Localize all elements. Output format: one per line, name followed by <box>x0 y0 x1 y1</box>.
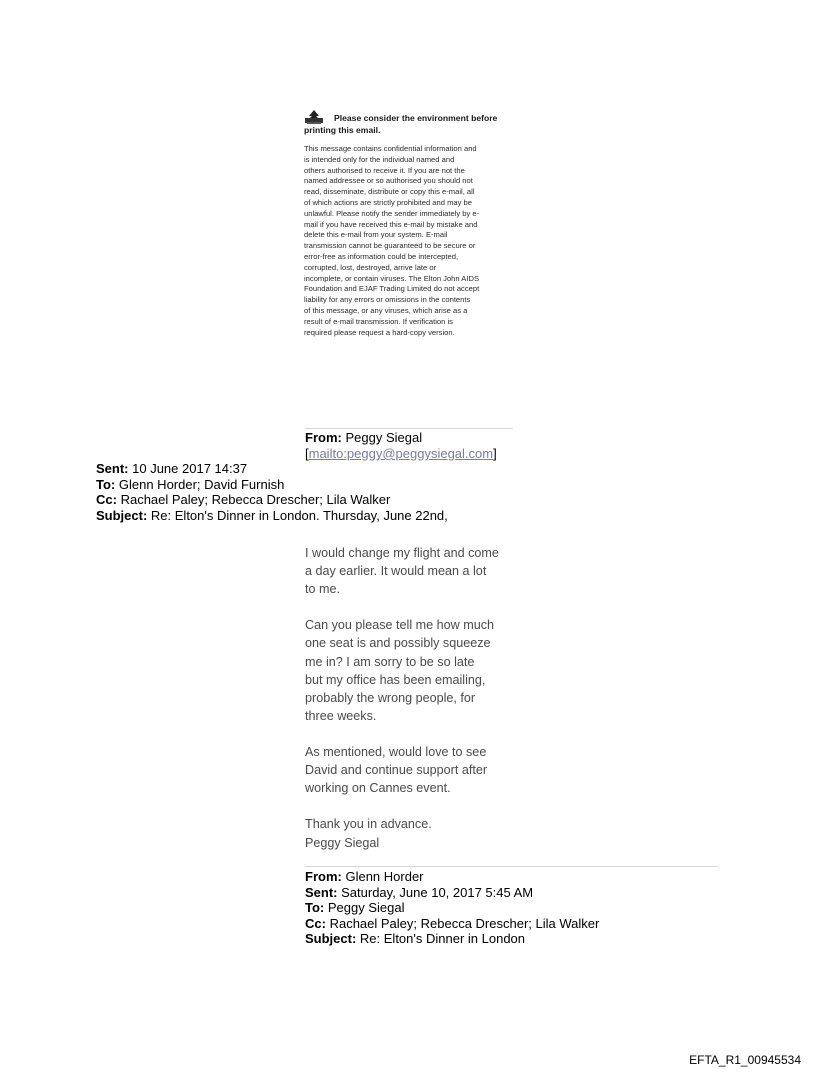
from-line <box>305 869 599 885</box>
cc-value: Rachael Paley; Rebecca Drescher; Lila Walker <box>329 915 600 931</box>
cc-label: Cc: <box>305 915 326 931</box>
separator-line <box>305 428 513 429</box>
subject-line <box>305 931 599 947</box>
to-line <box>305 900 599 916</box>
to-line <box>96 477 448 493</box>
to-value: Glenn Horder; David Furnish <box>118 476 285 492</box>
environment-notice-heading <box>304 110 516 136</box>
to-label: To: <box>305 900 325 915</box>
quoted-email-header <box>305 869 599 947</box>
subject-value: Re: Elton's Dinner in London <box>359 931 526 946</box>
to-label: To: <box>96 476 116 492</box>
subject-label: Subject: <box>305 931 357 946</box>
printer-tree-icon <box>304 110 324 124</box>
sent-label: Sent: <box>305 884 338 900</box>
sent-label: Sent: <box>96 461 129 476</box>
body-signoff: Thank you in advance. Peggy Siegal <box>305 817 432 850</box>
to-value: Peggy Siegal <box>327 900 405 915</box>
mailto-link[interactable]: mailto:peggy@peggysiegal.com <box>308 446 494 461</box>
document-id: EFTA_R1_00945534 <box>689 1053 801 1067</box>
separator-line <box>305 866 718 867</box>
from-label: From: <box>305 869 342 884</box>
email-body <box>305 544 545 870</box>
sent-value: Saturday, June 10, 2017 5:45 AM <box>341 884 534 900</box>
body-paragraph: Can you please tell me how much one seat is and possibly squeeze me in? I am sorry to be so late but my office has been emailing, probably the wrong people, for three weeks. <box>305 618 495 723</box>
email-header-mailto: [mailto:peggy@peggysiegal.com] <box>305 446 497 461</box>
sent-line <box>305 885 599 901</box>
confidentiality-disclaimer: This message contains confidential information and is intended only for the individual named and others authorised to receive it. If you are not the named addressee or so authorised you should not read, disseminate, distribute or copy this e-mail, all of which actions are strictly prohibited and may be unlawful. Please notify the sender immediately by e- mail if you have received this e-mail by mistake and delete this e-mail from your system. E-mail transmission cannot be guaranteed to be secure or error-free as information could be intercepted, corrupted, lost, destroyed, arrive late or incomplete, or contain viruses. The Elton John AIDS Foundation and EJAF Trading Limited do not accept liability for any errors or omissions in the contents of this message, or any viruses, which arise as a result of e-mail transmission. If verification is required please request a hard-copy version. <box>304 144 480 337</box>
body-paragraph: As mentioned, would love to see David and continue support after working on Cannes event. <box>305 745 488 796</box>
body-paragraph: I would change my flight and come a day earlier. It would mean a lot to me. <box>305 546 499 597</box>
cc-value: Rachael Paley; Rebecca Drescher; Lila Walker <box>120 492 391 507</box>
cc-line <box>96 492 448 508</box>
subject-label: Subject: <box>96 507 148 523</box>
subject-line <box>96 508 448 524</box>
environment-notice <box>304 110 516 338</box>
email-header <box>96 461 448 523</box>
subject-value: Re: Elton's Dinner in London. Thursday, June 22nd, <box>150 507 448 523</box>
sent-line <box>96 461 448 477</box>
sent-value: 10 June 2017 14:37 <box>132 461 248 476</box>
cc-label: Cc: <box>96 492 117 507</box>
from-value: Peggy Siegal <box>345 430 423 445</box>
environment-notice-text: Please consider the environment before printing this email. <box>304 113 498 135</box>
cc-line <box>305 916 599 932</box>
email-header-from <box>305 430 422 446</box>
from-label: From: <box>305 430 342 445</box>
from-value: Glenn Horder <box>345 869 424 884</box>
